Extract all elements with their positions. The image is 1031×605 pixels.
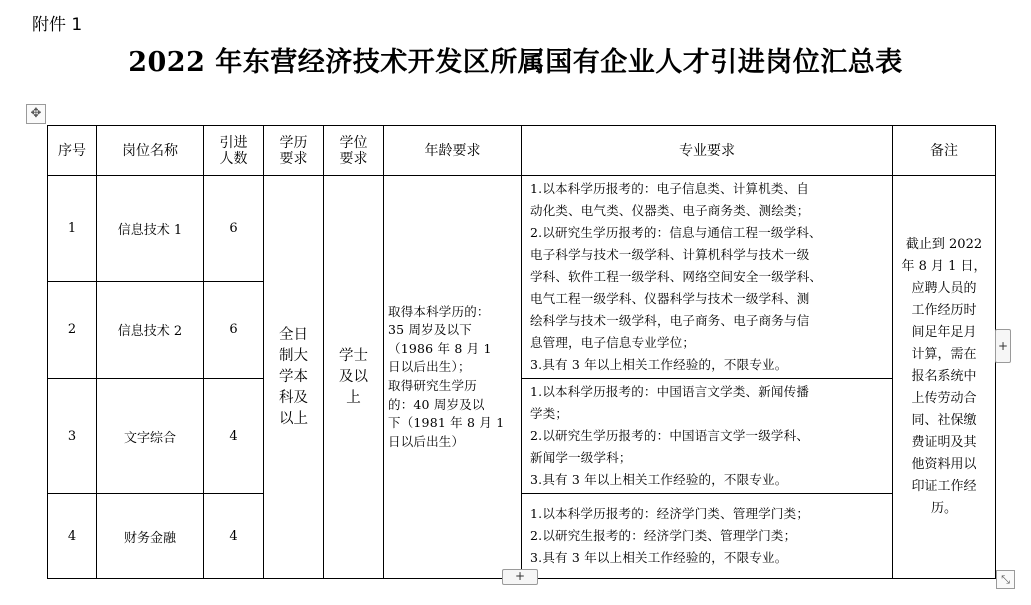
page-title: 2022 年东营经济技术开发区所属国有企业人才引进岗位汇总表 xyxy=(128,47,903,78)
row-position: 信息技术 2 xyxy=(97,281,204,378)
add-column-button[interactable]: + xyxy=(995,329,1011,363)
row-position: 文字综合 xyxy=(97,379,204,494)
header-age: 年龄要求 xyxy=(384,126,522,176)
add-row-button[interactable]: + xyxy=(502,569,538,585)
table-move-handle-icon[interactable]: ✥ xyxy=(26,104,46,124)
row-position: 财务金融 xyxy=(97,494,204,579)
table-row xyxy=(48,379,996,494)
header-row xyxy=(48,126,996,176)
row-seq: 3 xyxy=(48,379,97,494)
row-seq: 2 xyxy=(48,281,97,378)
attachment-label: 附件 1 xyxy=(32,15,83,35)
row-seq: 4 xyxy=(48,494,97,579)
header-seq: 序号 xyxy=(48,126,97,176)
major-requirement-finance: 1.以本科学历报考的：经济学门类、管理学门类； 2.以研究生报考的：经济学门类、管理学门类； 3.具有 3 年以上相关工作经验的，不限专业。 xyxy=(522,494,893,579)
row-position: 信息技术 1 xyxy=(97,176,204,282)
age-requirement: 取得本科学历的： 35 周岁及以下 （1986 年 8 月 1 日以后出生）； 取得研究生学历 的：40 周岁及以 下（1981 年 8 月 1 日以后出生） xyxy=(384,176,522,579)
education-requirement: 全日 制大 学本 科及 以上 xyxy=(264,176,324,579)
header-major: 专业要求 xyxy=(522,126,893,176)
table-resize-handle-icon[interactable]: ⤡ xyxy=(996,570,1015,589)
header-degree: 学位 要求 xyxy=(324,126,384,176)
header-count: 引进 人数 xyxy=(204,126,264,176)
major-requirement-writing: 1.以本科学历报考的：中国语言文学类、新闻传播 学类； 2.以研究生学历报考的：中国语言文学一级学科、 新闻学一级学科； 3.具有 3 年以上相关工作经验的，不限专业。 xyxy=(522,379,893,494)
table-row xyxy=(48,494,996,579)
degree-requirement: 学士 及以 上 xyxy=(324,176,384,579)
positions-table xyxy=(47,125,996,579)
row-count: 6 xyxy=(204,176,264,282)
table-row xyxy=(48,176,996,282)
header-position: 岗位名称 xyxy=(97,126,204,176)
row-count: 6 xyxy=(204,281,264,378)
major-requirement-it: 1.以本科学历报考的：电子信息类、计算机类、自 动化类、电气类、仪器类、电子商务类、测绘类； 2.以研究生学历报考的：信息与通信工程一级学科、 电子科学与技术一级学科、计算机科学与技术一级 学科、软件工程一级学科、网络空间安全一级学科、 电气工程一级学科、仪器科学与技术一级学科、测 绘科学与技术一级学科，电子商务、电子商务与信 息管理，电子信息专业学位； 3.具有 3 年以上相关工作经验的，不限专业。 xyxy=(522,176,893,379)
row-count: 4 xyxy=(204,494,264,579)
header-note: 备注 xyxy=(893,126,996,176)
header-education: 学历 要求 xyxy=(264,126,324,176)
note-text: 截止到 2022 年 8 月 1 日， 应聘人员的 工作经历时 间足年足月 计算，需在 报名系统中 上传劳动合 同、社保缴 费证明及其 他资料用以 印证工作经 历。 xyxy=(893,176,996,579)
row-count: 4 xyxy=(204,379,264,494)
row-seq: 1 xyxy=(48,176,97,282)
